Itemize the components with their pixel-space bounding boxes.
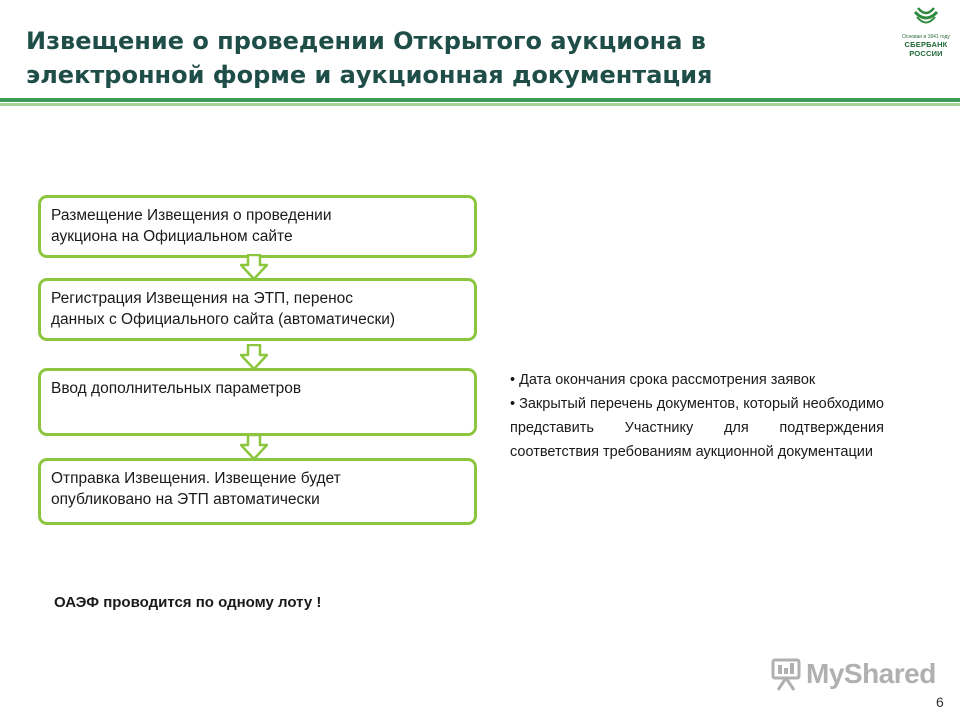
step-box-3 bbox=[38, 368, 477, 436]
bullet-item: • Дата окончания срока рассмотрения заявок bbox=[510, 372, 816, 388]
step-2-line-2: данных с Официального сайта (автоматически) bbox=[51, 311, 396, 328]
bullet-text-1: Дата окончания срока рассмотрения заявок bbox=[519, 372, 816, 388]
sberbank-emblem-icon bbox=[913, 6, 939, 28]
bullet-item: • Закрытый перечень документов, который необходимо представить Участнику для подтверждения соответствия требованиям аукционной документации bbox=[510, 396, 884, 460]
header-divider-light bbox=[0, 103, 960, 106]
step-box-4 bbox=[38, 458, 477, 525]
sberbank-logo bbox=[896, 6, 956, 70]
header-divider bbox=[0, 98, 960, 102]
step-3-line-1: Ввод дополнительных параметров bbox=[51, 380, 302, 397]
step-box-1 bbox=[38, 195, 477, 258]
down-arrow-icon bbox=[240, 434, 268, 460]
page-title bbox=[26, 24, 846, 92]
bullet-list bbox=[510, 368, 884, 464]
logo-name-line-1: СБЕРБАНК bbox=[904, 40, 948, 49]
down-arrow-icon bbox=[240, 254, 268, 280]
step-box-2 bbox=[38, 278, 477, 341]
presentation-icon bbox=[770, 656, 802, 692]
step-4-line-1: Отправка Извещения. Извещение будет bbox=[51, 470, 341, 487]
logo-name-line-2: РОССИИ bbox=[909, 49, 943, 58]
down-arrow-icon bbox=[240, 344, 268, 370]
lot-note: ОАЭФ проводится по одному лоту ! bbox=[54, 594, 322, 611]
page-title-line-1: Извещение о проведении Открытого аукциона в bbox=[26, 27, 706, 55]
step-1-line-1: Размещение Извещения о проведении bbox=[51, 207, 332, 224]
page-title-line-2: электронной форме и аукционная документация bbox=[26, 61, 713, 89]
step-1-line-2: аукциона на Официальном сайте bbox=[51, 228, 293, 245]
step-4-line-2: опубликовано на ЭТП автоматически bbox=[51, 491, 320, 508]
step-2-line-1: Регистрация Извещения на ЭТП, перенос bbox=[51, 290, 353, 307]
bullet-text-2: Закрытый перечень документов, который необходимо представить Участнику для подтверждения соответствия требованиям аукционной документации bbox=[510, 396, 884, 460]
watermark-text: MyShared bbox=[806, 658, 936, 689]
logo-tagline: Основан в 1841 году bbox=[902, 34, 950, 40]
page-number: 6 bbox=[936, 694, 944, 710]
